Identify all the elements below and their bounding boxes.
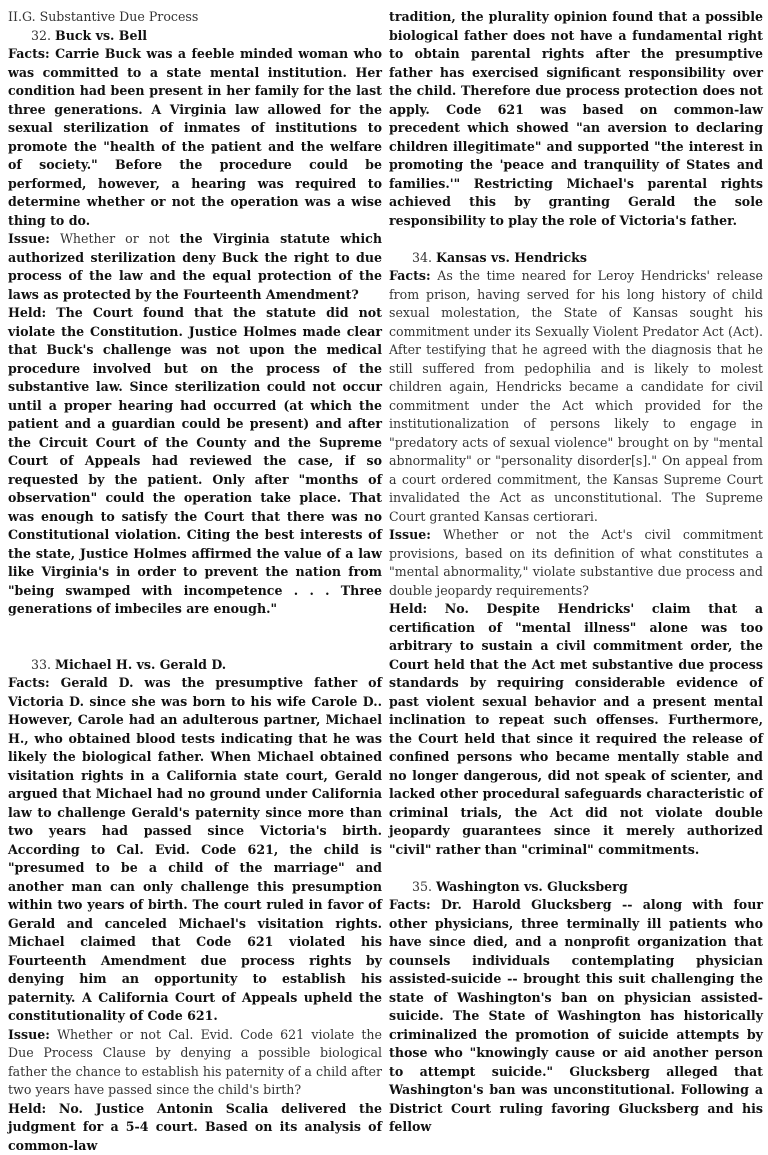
case-name: Washington vs. Glucksberg [436, 879, 628, 894]
case-number: 33. [31, 657, 51, 672]
left-column [8, 8, 382, 1155]
held-paragraph-continued: tradition, the plurality opinion found that a possible biological father does not have a fundamental right to obtain parental rights after the presumptive father has exercised significant responsibility over the child. Therefore due process protection does not apply. Code 621 was based on common-law precedent which showed "an aversion to declaring children illegitimate" and supported "the interest in promoting the 'peace and tranquility of States and families.'" Restricting Michael's parental rights achieved this by granting Gerald the sole responsibility to play the role of Victoria's father. [389, 8, 763, 230]
facts-label: Facts: [8, 675, 50, 690]
issue-paragraph [8, 1026, 382, 1100]
facts-paragraph [8, 45, 382, 230]
facts-text: Gerald D. was the presumptive father of Victoria D. since she was born to his wife Carole D.. However, Carole had an adulterous partner, Michael H., who obtained blood tests indicating that he was likely the biological father. When Michael obtained visitation rights in a California state court, Gerald argued that Michael had no ground under California law to challenge Gerald's paternity since more than two years had passed since Victoria's birth. According to Cal. Evid. Code 621, the child is "presumed to be a child of the marriage" and another man can only challenge this presumption within two years of birth. The court ruled in favor of Gerald and canceled Michael's visitation rights. Michael claimed that Code 621 violated his Fourteenth Amendment due process rights by denying him an opportunity to establish his paternity. A California Court of Appeals upheld the constitutionality of Code 621. [8, 675, 382, 1023]
held-paragraph: Held: No. Justice Antonin Scalia delivered the judgment for a 5-4 court. Based on its analysis of common-law [8, 1100, 382, 1155]
facts-text: Carrie Buck was a feeble minded woman who was committed to a state mental institution. Her condition had been present in her family for the last three generations. A Virginia law allowed for the sexual sterilization of inmates of institutions to promote the "health of the patient and the welfare of society." Before the procedure could be performed, however, a hearing was required to determine whether or not the operation was a wise thing to do. [8, 46, 382, 228]
facts-paragraph: Facts: Dr. Harold Glucksberg -- along with four other physicians, three terminally ill patients who have since died, and a nonprofit organization that counsels individuals contemplating physician assisted-suicide -- brought this suit challenging the state of Washington's ban on physician assisted-suicide. The State of Washington has historically criminalized the promotion of suicide attempts by those who "knowingly cause or aid another person to attempt suicide." Glucksberg alleged that Washington's ban was unconstitutional. Following a District Court ruling favoring Glucksberg and his fellow [389, 896, 763, 1137]
facts-text: As the time neared for Leroy Hendricks' release from prison, having served for his long history of child sexual molestation, the State of Kansas sought his commitment under its Sexually Violent Predator Act (Act). After testifying that he agreed with the diagnosis that he still suffered from pedophilia and is likely to molest children again, Hendricks became a candidate for civil commitment under the Act which provided for the institutionalization of persons likely to engage in "predatory acts of sexual violence" brought on by "mental abnormality" or "personality disorder[s]." On appeal from a court ordered commitment, the Kansas Supreme Court invalidated the Act as unconstitutional. The Supreme Court granted Kansas certiorari. [389, 268, 763, 524]
issue-text: Whether or not Cal. Evid. Code 621 violate the Due Process Clause by denying a possible biological father the chance to establish his paternity of a child after two years have passed since the child's birth? [8, 1027, 382, 1098]
right-column [389, 8, 763, 1137]
case-number: 35. [412, 879, 432, 894]
case-number: 32. [31, 28, 51, 43]
case-title-buck-v-bell [8, 27, 382, 46]
held-paragraph: Held: No. Despite Hendricks' claim that a certification of "mental illness" alone was too arbitrary to sustain a civil commitment order, the Court held that the Act met substantive due process standards by requiring considerable evidence of past violent sexual behavior and a present mental inclination to repeat such offenses. Furthermore, the Court held that since it required the release of confined persons who became mentally stable and no longer dangerous, did not speak of scienter, and lacked other procedural safeguards characteristic of criminal trials, the Act did not violate double jeopardy guarantees since it merely authorized "civil" rather than "criminal" commitments. [389, 600, 763, 859]
issue-paragraph [389, 526, 763, 600]
case-title-washington-v-glucksberg [389, 878, 763, 897]
spacer [8, 619, 382, 638]
spacer [389, 230, 763, 249]
issue-text-bold: the Virginia statute which authorized sterilization deny Buck the right to due process of the law and the equal protection of the laws as protected by the Fourteenth Amendment? [8, 231, 382, 302]
case-name: Buck vs. Bell [55, 28, 147, 43]
issue-label: Issue: [389, 527, 431, 542]
case-number: 34. [412, 250, 432, 265]
case-title-kansas-v-hendricks [389, 249, 763, 268]
facts-paragraph [8, 674, 382, 1026]
spacer [389, 859, 763, 878]
spacer [8, 637, 382, 656]
issue-text: Whether or not the Act's civil commitment provisions, based on its definition of what constitutes a "mental abnormality," violate substantive due process and double jeopardy requirements? [389, 527, 763, 598]
facts-label: Facts: [389, 268, 431, 283]
section-header: II.G. Substantive Due Process [8, 8, 382, 27]
case-title-michael-h-v-gerald-d [8, 656, 382, 675]
issue-paragraph [8, 230, 382, 304]
issue-label: Issue: [8, 231, 50, 246]
facts-paragraph [389, 267, 763, 526]
issue-text-plain: Whether or not [60, 231, 170, 246]
case-name: Michael H. vs. Gerald D. [55, 657, 226, 672]
facts-label: Facts: [8, 46, 50, 61]
case-name: Kansas vs. Hendricks [436, 250, 587, 265]
issue-label: Issue: [8, 1027, 50, 1042]
held-paragraph: Held: The Court found that the statute did not violate the Constitution. Justice Holmes made clear that Buck's challenge was not upon the medical procedure involved but on the process of the substantive law. Since sterilization could not occur until a proper hearing had occurred (at which the patient and a guardian could be present) and after the Circuit Court of the County and the Supreme Court of Appeals had reviewed the case, if so requested by the patient. Only after "months of observation" could the operation take place. That was enough to satisfy the Court that there was no Constitutional violation. Citing the best interests of the state, Justice Holmes affirmed the value of a law like Virginia's in order to prevent the nation from "being swamped with incompetence . . . Three generations of imbeciles are enough." [8, 304, 382, 619]
